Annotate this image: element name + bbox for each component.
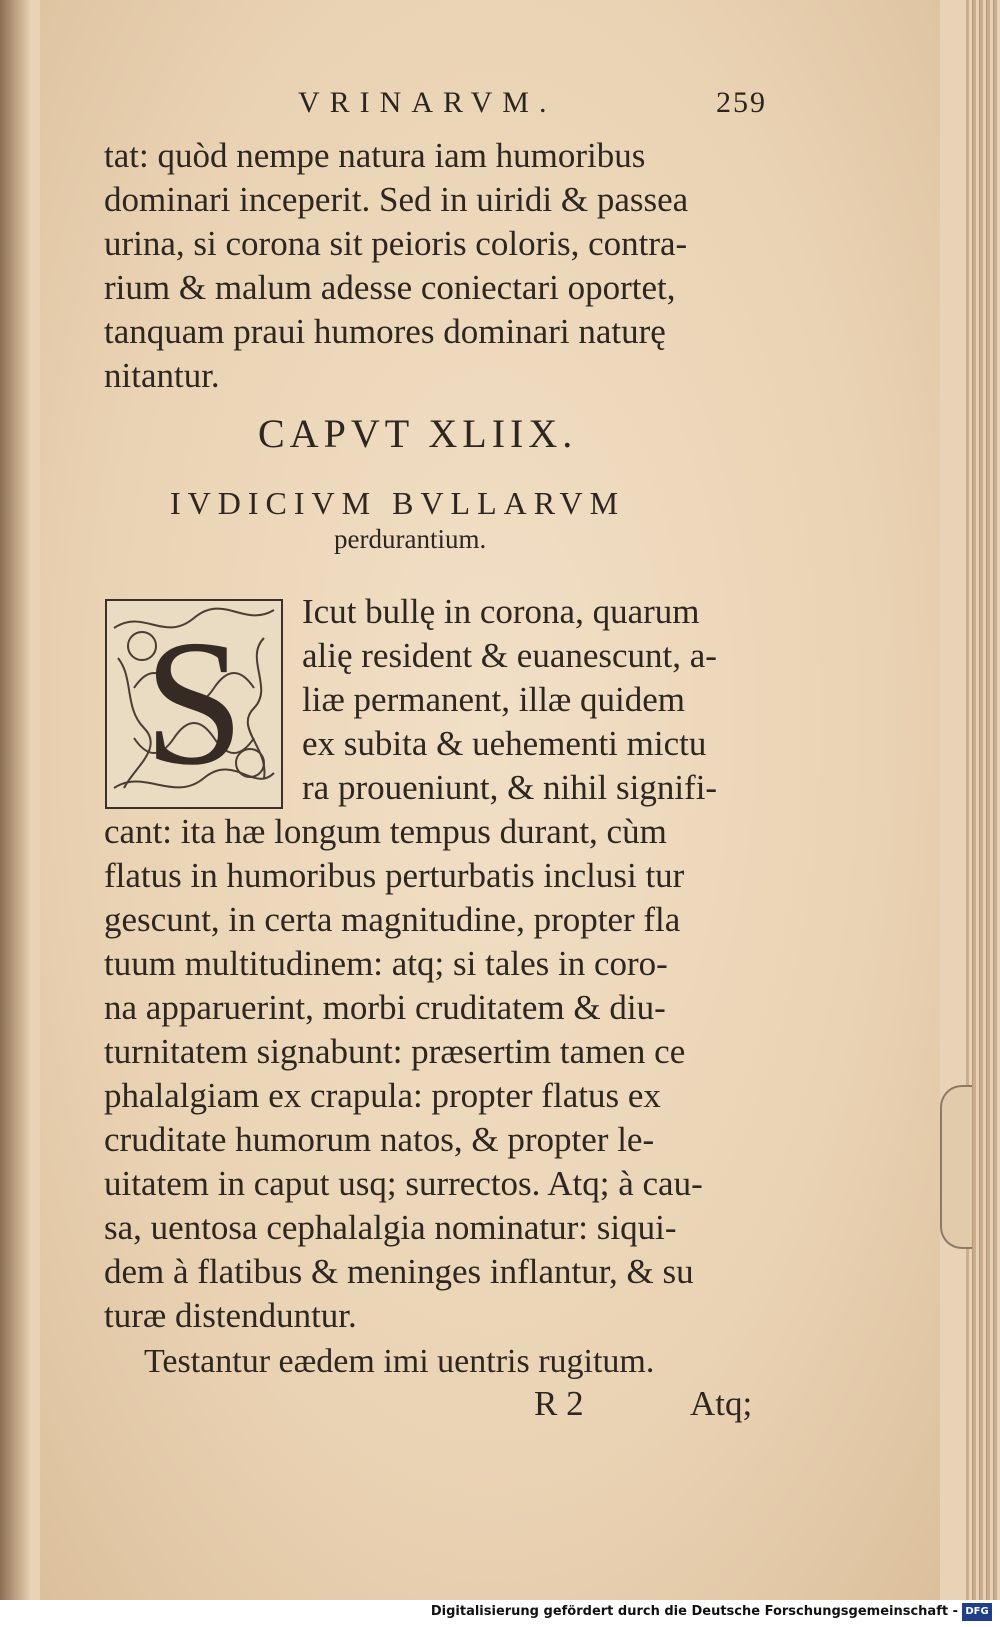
text-line: liæ permanent, illæ quidem <box>302 680 686 719</box>
book-page <box>40 0 940 1600</box>
footer-credit: Digitalisierung gefördert durch die Deutsche Forschungsgemeinschaft - <box>430 1604 958 1619</box>
text-line: nitantur. <box>104 356 220 395</box>
section-subheading: perdurantium. <box>334 524 487 554</box>
page-edges <box>966 0 1000 1600</box>
text-line: cruditate humorum natos, & propter le- <box>104 1120 655 1159</box>
text-line: dem à flatibus & meninges inflantur, & su <box>104 1252 694 1291</box>
signature-mark: R 2 <box>534 1384 584 1423</box>
dfg-logo: DFG <box>962 1603 992 1621</box>
text-line: Icut bullę in corona, quarum <box>302 592 700 631</box>
text-line: ra proueniunt, & nihil signifi- <box>302 768 718 807</box>
text-line: tuum multitudinem: atq; si tales in coro- <box>104 944 668 983</box>
text-line: alię resident & euanescunt, a- <box>302 636 717 675</box>
text-line: tat: quòd nempe natura iam humoribus <box>104 136 646 175</box>
text-line: cant: ita hæ longum tempus durant, cùm <box>104 812 667 851</box>
footer-bar <box>0 1600 1000 1627</box>
text-line: urina, si corona sit peioris coloris, contra- <box>104 224 688 263</box>
text-line: tanquam praui humores dominari naturę <box>104 312 666 351</box>
text-line: Testantur eædem imi uentris rugitum. <box>144 1343 655 1380</box>
text-line: uitatem in caput usq; surrectos. Atq; à cau- <box>104 1164 703 1203</box>
text-line: ex subita & uehementi mictu <box>302 724 707 763</box>
running-head: VRINARVM. <box>298 86 557 119</box>
text-line: gescunt, in certa magnitudine, propter fla <box>104 900 681 939</box>
text-line: turnitatem signabunt: præsertim tamen ce <box>104 1032 686 1071</box>
text-line: rium & malum adesse coniectari oportet, <box>104 268 676 307</box>
text-line: dominari inceperit. Sed in uiridi & passea <box>104 180 689 219</box>
text-line: turæ distenduntur. <box>104 1296 357 1335</box>
catchword: Atq; <box>690 1384 753 1423</box>
page-tab <box>940 1085 972 1249</box>
text-line: na apparuerint, morbi cruditatem & diu- <box>104 988 666 1027</box>
binding-shadow <box>0 0 30 1600</box>
section-heading: IVDICIVM BVLLARVM <box>170 485 626 521</box>
text-line: flatus in humoribus perturbatis inclusi tur <box>104 856 685 895</box>
decorated-initial-s <box>104 598 284 810</box>
page-number: 259 <box>716 86 767 119</box>
text-line: phalalgiam ex crapula: propter flatus ex <box>104 1076 661 1115</box>
chapter-title: CAPVT XLIIX. <box>258 411 578 456</box>
text-line: sa, uentosa cephalalgia nominatur: siqui- <box>104 1208 677 1247</box>
initial-letter: S <box>143 603 245 802</box>
